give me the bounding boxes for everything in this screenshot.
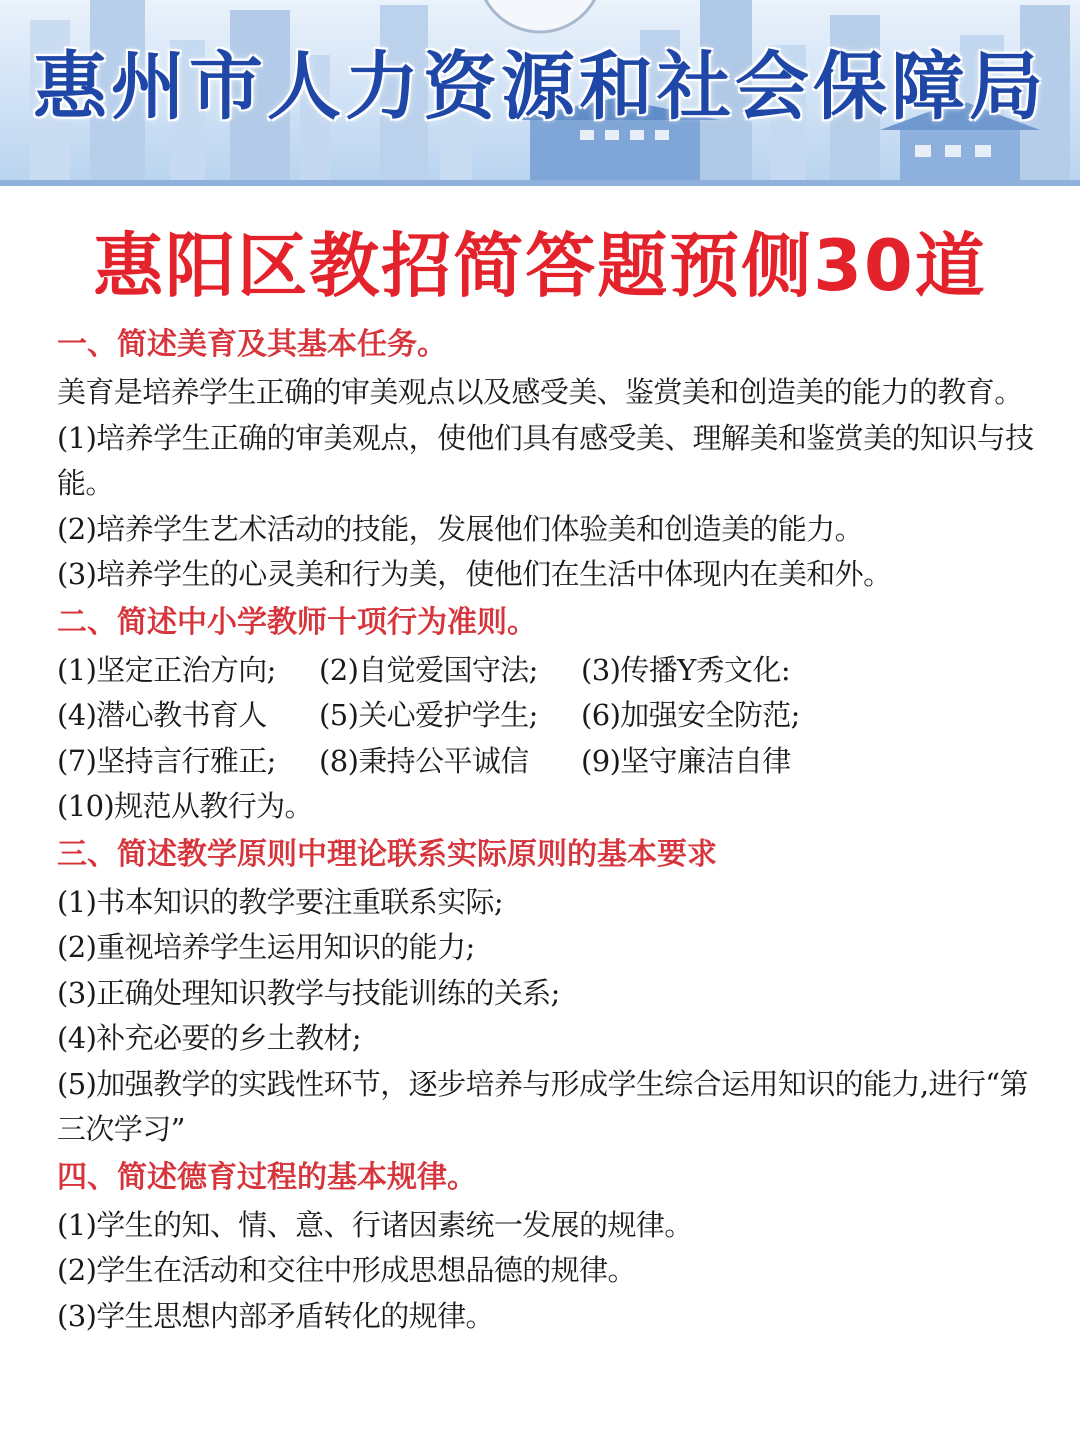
paragraph: (1)培养学生正确的审美观点，使他们具有感受美、理解美和鉴赏美的知识与技能。 bbox=[57, 420, 1034, 500]
section-1 bbox=[57, 322, 1040, 598]
list-item: (3)传播Y秀文化: bbox=[581, 652, 790, 687]
paragraph: (3)培养学生的心灵美和行为美，使他们在生活中体现内在美和外。 bbox=[57, 557, 892, 591]
paragraph: (2)重视培养学生运用知识的能力; bbox=[57, 930, 475, 964]
list-item: (9)坚守廉洁自律 bbox=[581, 743, 791, 778]
list-item: (4)潜心教书育人 bbox=[57, 698, 267, 732]
list-row bbox=[57, 739, 1040, 785]
list-item: (6)加强安全防范; bbox=[581, 698, 800, 732]
paragraph: (3)正确处理知识教学与技能训练的关系; bbox=[57, 975, 560, 1010]
list-item: (5)关心爱护学生; bbox=[319, 698, 538, 732]
list-row bbox=[57, 693, 1040, 739]
paragraph: (2)学生在活动和交往中形成思想品德的规律。 bbox=[57, 1253, 636, 1287]
banner-title: 惠州市人力资源和社会保障局 bbox=[33, 44, 1047, 130]
section-heading: 一、简述美育及其基本任务。 bbox=[57, 327, 447, 362]
section-3 bbox=[57, 832, 1040, 1153]
list-item: (2)自觉爱国守法; bbox=[319, 652, 538, 687]
list-item: (8)秉持公平诚信 bbox=[319, 743, 529, 778]
list-item: (10)规范从教行为。 bbox=[57, 789, 313, 823]
paragraph: (1)学生的知、情、意、行诸因素统一发展的规律。 bbox=[57, 1207, 693, 1242]
header-banner bbox=[0, 0, 1080, 186]
section-4 bbox=[57, 1155, 1040, 1340]
section-2 bbox=[57, 600, 1040, 830]
list-item: (1)坚定正治方向; bbox=[57, 652, 276, 687]
section-heading: 二、简述中小学教师十项行为准则。 bbox=[57, 604, 537, 640]
paragraph: (5)加强教学的实践性环节，逐步培养与形成学生综合运用知识的能力,进行“第三次学习” bbox=[57, 1066, 1028, 1146]
paragraph: 美育是培养学生正确的审美观点以及感受美、鉴赏美和创造美的能力的教育。 bbox=[57, 375, 1023, 409]
paragraph: (3)学生思想内部矛盾转化的规律。 bbox=[57, 1298, 494, 1333]
paragraph: (4)补充必要的乡土教材; bbox=[57, 1021, 362, 1055]
page-title: 惠阳区教招简答题预侧30道 bbox=[93, 225, 987, 307]
list-row bbox=[57, 648, 1040, 694]
section-heading: 三、简述教学原则中理论联系实际原则的基本要求 bbox=[57, 836, 717, 872]
list-row bbox=[57, 784, 1040, 830]
article-body bbox=[0, 310, 1080, 1339]
paragraph: (2)培养学生艺术活动的技能，发展他们体验美和创造美的能力。 bbox=[57, 511, 864, 546]
paragraph: (1)书本知识的教学要注重联系实际; bbox=[57, 884, 504, 919]
list-item: (7)坚持言行雅正; bbox=[57, 743, 276, 778]
section-heading: 四、简述德育过程的基本规律。 bbox=[57, 1159, 477, 1195]
